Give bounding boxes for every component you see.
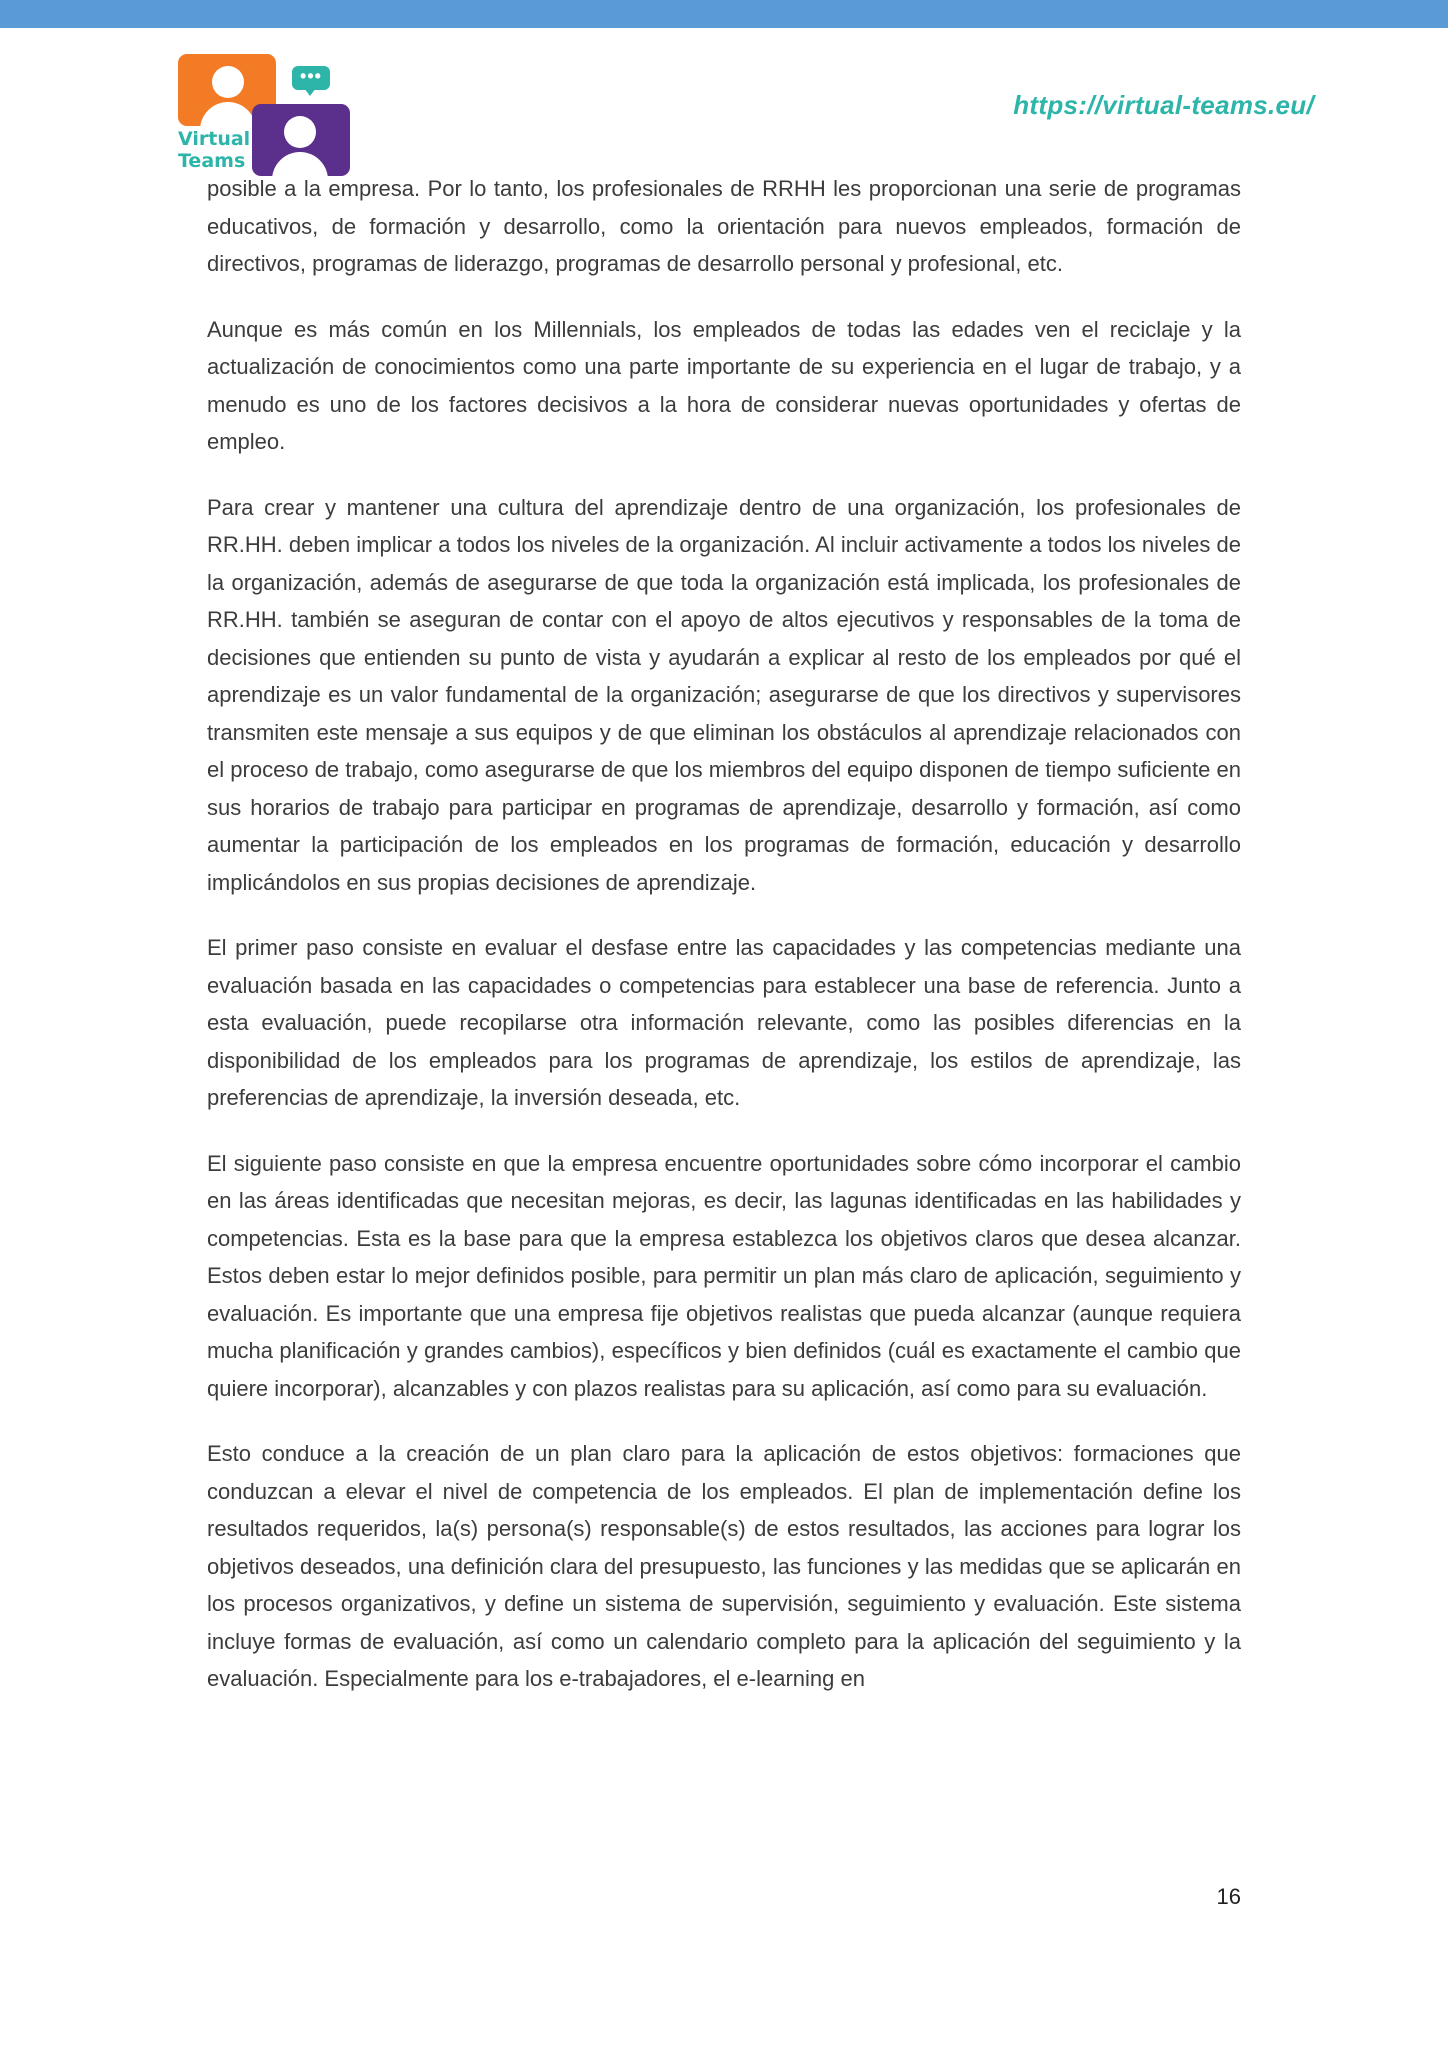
document-body <box>207 170 1241 1726</box>
logo-purple-square <box>252 104 350 176</box>
chat-bubble-icon: ••• <box>292 66 330 90</box>
paragraph: posible a la empresa. Por lo tanto, los profesionales de RRHH les proporcionan una serie de programas educativos, de formación y desarrollo, como la orientación para nuevos empleados, formación de directivos, programas de liderazgo, programas de desarrollo personal y profesional, etc. <box>207 176 1241 276</box>
logo-person-icon <box>212 66 244 98</box>
page-number: 16 <box>1216 1884 1241 1909</box>
paragraph: Aunque es más común en los Millennials, los empleados de todas las edades ven el reciclaje y la actualización de conocimientos como una parte importante de su experiencia en el lugar de trabajo, y a menudo es uno de los factores decisivos a la hora de considerar nuevas oportunidades y ofertas de empleo. <box>207 316 1241 454</box>
paragraph: Esto conduce a la creación de un plan claro para la aplicación de estos objetivos: formaciones que conduzcan a elevar el nivel de competencia de los empleados. El plan de implementación define los resultados requeridos, la(s) persona(s) responsable(s) de estos resultados, las acciones para lograr los objetivos deseados, una definición clara del presupuesto, las funciones y las medidas que se aplicarán en los procesos organizativos, y define un sistema de supervisión, seguimiento y evaluación. Este sistema incluye formas de evaluación, así como un calendario completo para la aplicación del seguimiento y la evaluación. Especialmente para los e-trabajadores, el e-learning en <box>207 1441 1241 1691</box>
logo-person-icon <box>284 116 316 148</box>
header-url: https://virtual-teams.eu/ <box>1013 90 1314 120</box>
paragraph: El siguiente paso consiste en que la empresa encuentre oportunidades sobre cómo incorporar el cambio en las áreas identificadas que necesitan mejoras, es decir, las lagunas identificadas en las habilidades y competencias. Esta es la base para que la empresa establezca los objetivos claros que desea alcanzar. Estos deben estar lo mejor definidos posible, para permitir un plan más claro de aplicación, seguimiento y evaluación. Es importante que una empresa fije objetivos realistas que pueda alcanzar (aunque requiera mucha planificación y grandes cambios), específicos y bien definidos (cuál es exactamente el cambio que quiere incorporar), alcanzables y con plazos realistas para su aplicación, así como para su evaluación. <box>207 1150 1241 1401</box>
logo-wordmark: Virtual Teams <box>178 128 251 172</box>
paragraph: Para crear y mantener una cultura del aprendizaje dentro de una organización, los profesionales de RR.HH. deben implicar a todos los niveles de la organización. Al incluir activamente a todos los niveles de la organización, además de asegurarse de que toda la organización está implicada, los profesionales de RR.HH. también se aseguran de contar con el apoyo de altos ejecutivos y responsables de la toma de decisiones que entienden su punto de vista y ayudarán a explicar al resto de los empleados por qué el aprendizaje es un valor fundamental de la organización; asegurarse de que los directivos y supervisores transmiten este mensaje a sus equipos y de que eliminan los obstáculos al aprendizaje relacionados con el proceso de trabajo, como asegurarse de que los miembros del equipo disponen de tiempo suficiente en sus horarios de trabajo para participar en programas de aprendizaje, desarrollo y formación, así como aumentar la participación de los empleados en los programas de formación, educación y desarrollo implicándolos en sus propias decisiones de aprendizaje. <box>207 494 1241 895</box>
paragraph: El primer paso consiste en evaluar el desfase entre las capacidades y las competencias mediante una evaluación basada en las capacidades o competencias para establecer una base de referencia. Junto a esta evaluación, puede recopilarse otra información relevante, como las posibles diferencias en la disponibilidad de los empleados para los programas de aprendizaje, los estilos de aprendizaje, las preferencias de aprendizaje, la inversión deseada, etc. <box>207 935 1241 1110</box>
virtual-teams-logo <box>178 54 350 176</box>
top-color-bar <box>0 0 1448 28</box>
